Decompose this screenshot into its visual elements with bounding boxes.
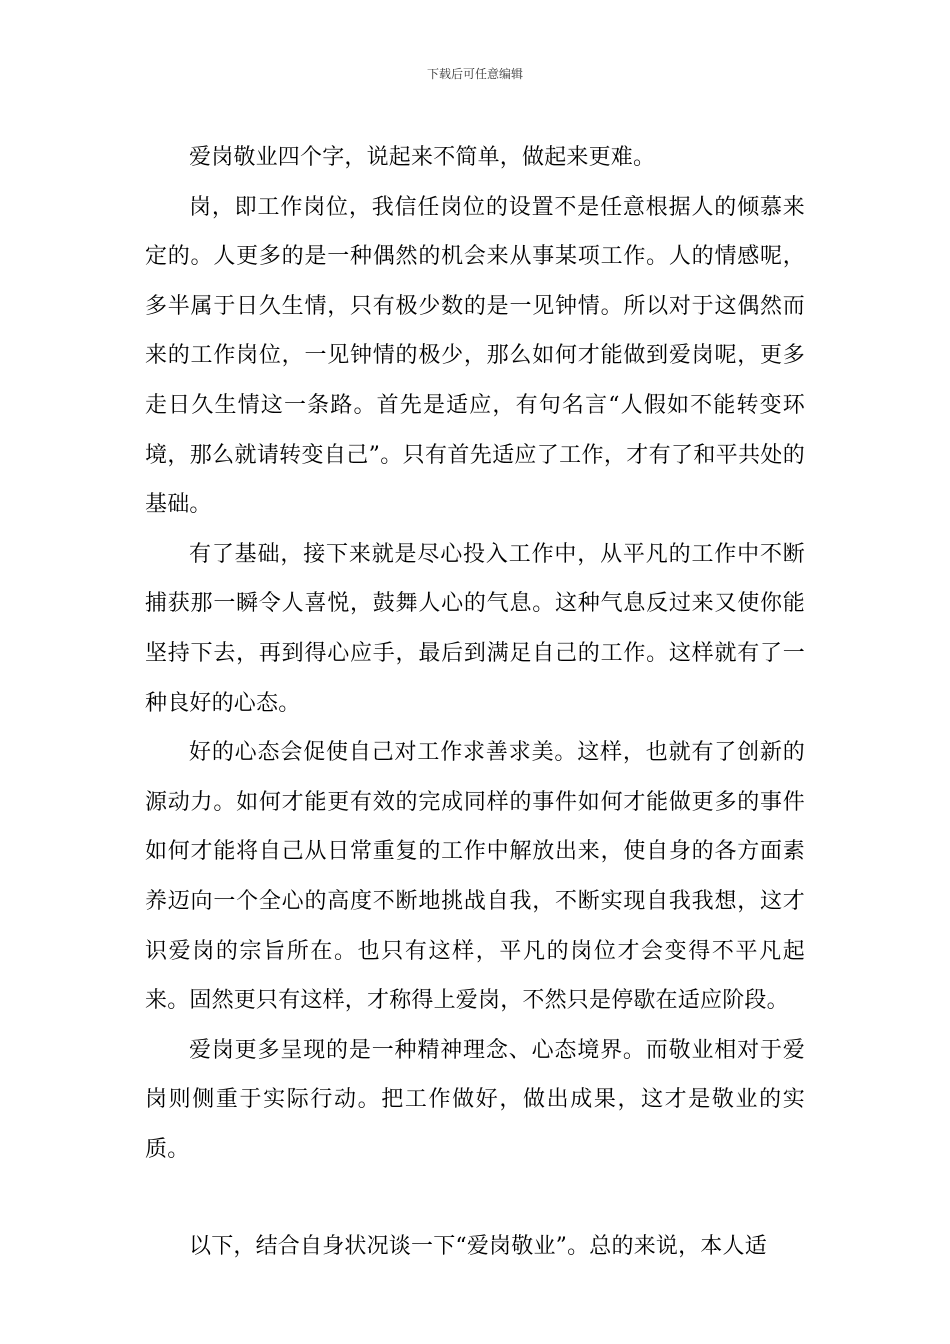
paragraph: 爱岗更多呈现的是一种精神理念、心态境界。而敬业相对于爱岗则侧重于实际行动。把工作做好，做出成果，这才是敬业的实质。 bbox=[145, 1037, 805, 1162]
paragraph: 以下，结合自身状况谈一下“爱岗敬业”。总的来说，本人适 bbox=[189, 1234, 767, 1260]
paragraph: 好的心态会促使自己对工作求善求美。这样，也就有了创新的源动力。如何才能更有效的完成同样的事件如何才能做更多的事件如何才能将自己从日常重复的工作中解放出来，使自身的各方面素养迈向一个全心的高度不断地挑战自我，不断实现自我我想，这才识爱岗的宗旨所在。也只有这样，平凡的岗位才会变得不平凡起来。固然更只有这样，才称得上爱岗，不然只是停歇在适应阶段。 bbox=[145, 740, 805, 1014]
paragraph: 岗，即工作岗位，我信任岗位的设置不是任意根据人的倾慕来定的。人更多的是一种偶然的机会来从事某项工作。人的情感呢，多半属于日久生情，只有极少数的是一见钟情。所以对于这偶然而来的工作岗位，一见钟情的极少，那么如何才能做到爱岗呢，更多走日久生情这一条路。首先是适应，有句名言“人假如不能转变环境，那么就请转变自己”。只有首先适应了工作，才有了和平共处的基础。 bbox=[145, 194, 805, 518]
document-body bbox=[145, 133, 805, 1272]
page-header: 下载后可任意编辑 bbox=[426, 67, 523, 81]
paragraph: 有了基础，接下来就是尽心投入工作中，从平凡的工作中不断捕获那一瞬令人喜悦，鼓舞人心的气息。这种气息反过来又使你能坚持下去，再到得心应手，最后到满足自己的工作。这样就有了一种良好的心态。 bbox=[145, 541, 805, 716]
paragraph: 爱岗敬业四个字，说起来不简单，做起来更难。 bbox=[189, 145, 656, 170]
